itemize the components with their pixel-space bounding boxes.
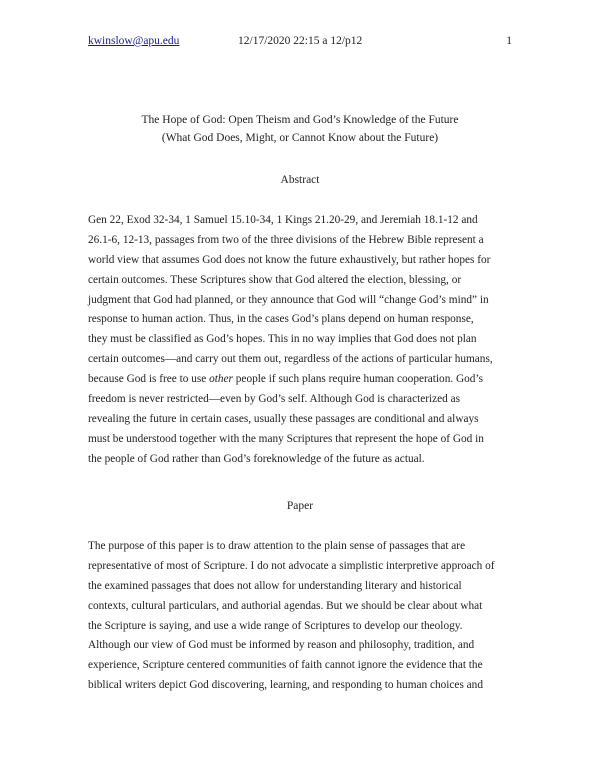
emphasized-word: other bbox=[209, 373, 233, 386]
timestamp: 12/17/2020 22:15 a 12/p12 bbox=[238, 35, 363, 47]
paper-line: representative of most of Scripture. I do not advocate a simplistic interpretive approach of bbox=[88, 559, 495, 572]
page-number: 1 bbox=[506, 35, 512, 47]
abstract-line: world view that assumes God does not know the future exhaustively, but rather hopes for bbox=[88, 253, 491, 266]
paper-title: The Hope of God: Open Theism and God’s Knowledge of the Future bbox=[141, 114, 459, 126]
abstract-line: freedom is never restricted—even by God’s self. Although God is characterized as bbox=[88, 393, 461, 406]
author-email-link[interactable]: kwinslow@apu.edu bbox=[88, 35, 180, 47]
paper-line: contexts, cultural particulars, and authorial agendas. But we should be clear about what bbox=[88, 599, 483, 612]
abstract-line-segment: because God is free to use bbox=[88, 373, 210, 386]
abstract-line bbox=[88, 370, 520, 390]
abstract-line: revealing the future in certain cases, usually these passages are conditional and always bbox=[88, 412, 479, 425]
paper-line: the examined passages that does not allow for understanding literary and historical bbox=[88, 579, 462, 592]
abstract-line: must be understood together with the many Scriptures that represent the hope of God in bbox=[88, 432, 484, 445]
abstract-line: they must be classified as God’s hopes. This in no way implies that God does not plan bbox=[88, 333, 477, 346]
page-header bbox=[88, 35, 512, 51]
paper-line: Although our view of God must be informed by reason and philosophy, tradition, and bbox=[88, 639, 475, 652]
abstract-line-segment: people if such plans require human cooperation. God’s bbox=[232, 373, 483, 386]
abstract-line: certain outcomes. These Scriptures show that God altered the election, blessing, or bbox=[88, 273, 462, 286]
abstract-line: 26.1-6, 12-13, passages from two of the three divisions of the Hebrew Bible represent a bbox=[88, 233, 484, 246]
abstract-line: Gen 22, Exod 32-34, 1 Samuel 15.10-34, 1 Kings 21.20-29, and Jeremiah 18.1-12 and bbox=[88, 214, 478, 226]
abstract-line: the people of God rather than God’s foreknowledge of the future as actual. bbox=[88, 452, 425, 465]
paper-line: biblical writers depict God discovering, learning, and responding to human choices and bbox=[88, 679, 483, 692]
paper-heading: Paper bbox=[286, 500, 314, 512]
abstract-heading: Abstract bbox=[280, 174, 320, 186]
paper-subtitle: (What God Does, Might, or Cannot Know about the Future) bbox=[161, 132, 439, 144]
abstract-paragraph bbox=[88, 211, 520, 470]
abstract-line: judgment that God had planned, or they announce that God will “change God’s mind” in bbox=[88, 293, 489, 306]
abstract-line: certain outcomes—and carry out them out, regardless of the actions of particular humans, bbox=[88, 353, 493, 366]
paper-line: the Scripture is saying, and use a wide range of Scriptures to develop our theology. bbox=[88, 619, 463, 632]
paper-line: The purpose of this paper is to draw attention to the plain sense of passages that are bbox=[88, 540, 466, 552]
paper-paragraph bbox=[88, 537, 520, 696]
paper-line: experience, Scripture centered communities of faith cannot ignore the evidence that the bbox=[88, 659, 483, 672]
abstract-line: response to human action. Thus, in the cases God’s plans depend on human response, bbox=[88, 313, 474, 326]
